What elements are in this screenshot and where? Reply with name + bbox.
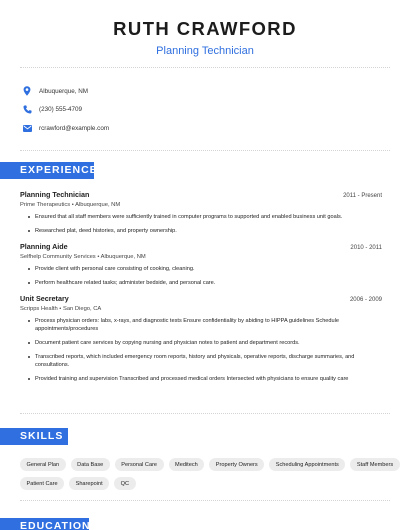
skill-chip: Personal Care [115, 458, 164, 471]
job-bullet: Perform healthcare related tasks; administer bedside, and personal care. [28, 279, 382, 287]
job-company: Scripps Health • San Diego, CA [20, 306, 102, 312]
resume-header [0, 18, 410, 57]
skill-chip: Data Base [71, 458, 110, 471]
job-bullet: Provided training and supervision Transcribed and processed medical orders Intersected with physicians to ensure quality care [28, 375, 382, 383]
divider [20, 150, 390, 151]
skill-chip: Meditech [169, 458, 205, 471]
job-bullet: Transcribed reports, which included emergency room reports, history and physicals, operative reports, discharge summaries, and consultations. [28, 353, 382, 369]
job-bullets [20, 317, 382, 383]
section-heading-skills: SKILLS [0, 428, 68, 445]
candidate-name: RUTH CRAWFORD [113, 18, 297, 39]
contact-phone-text: (230) 555-4709 [39, 106, 83, 113]
divider [20, 67, 390, 68]
contact-list [22, 82, 382, 138]
contact-location-text: Albuquerque, NM [39, 87, 89, 95]
job-company: Selfhelp Community Services • Albuquerque, NM [20, 254, 146, 260]
candidate-title: Planning Technician [156, 45, 254, 57]
job-entry [20, 242, 382, 287]
job-dates: 2011 - Present [343, 193, 382, 199]
job-dates: 2006 - 2009 [349, 297, 382, 303]
phone-icon [22, 104, 32, 116]
experience-list [20, 190, 382, 390]
skill-chip: QC [114, 477, 135, 490]
job-bullets [20, 213, 382, 235]
job-dates: 2010 - 2011 [350, 245, 382, 251]
divider [20, 500, 390, 501]
job-bullet: Researched plat, deed histories, and property ownership. [28, 227, 382, 235]
skill-chip: Property Owners [209, 458, 264, 471]
location-pin-icon [22, 85, 32, 97]
contact-email-text: rcrawford@example.com [39, 124, 110, 132]
job-bullets [20, 265, 382, 287]
job-bullet: Provide client with personal care consisting of cooking, cleaning. [28, 265, 382, 273]
skill-chip: Patient Care [20, 477, 64, 490]
job-bullet: Ensured that all staff members were sufficiently trained in computer programs to supported and enabled business unit goals. [28, 213, 382, 221]
contact-email [22, 119, 382, 137]
skill-chip: Scheduling Appointments [269, 458, 345, 471]
job-title: Planning Aide [20, 242, 68, 251]
job-title: Unit Secretary [20, 294, 69, 303]
contact-phone [22, 101, 382, 119]
skill-chip: Sharepoint [69, 477, 109, 490]
divider [20, 413, 390, 414]
job-bullet: Document patient care services by copying nursing and physician notes to patient and department records. [28, 339, 382, 347]
skill-chip: General Plan [20, 458, 66, 471]
job-company: Prime Therapeutics • Albuquerque, NM [20, 202, 121, 208]
job-entry [20, 294, 382, 383]
section-heading-experience: EXPERIENCE [0, 162, 94, 179]
skills-list [20, 458, 394, 496]
job-title: Planning Technician [20, 190, 90, 199]
section-heading-education: EDUCATION [0, 518, 89, 530]
skill-chip: Staff Members [350, 458, 399, 471]
job-entry [20, 190, 382, 235]
job-bullet: Process physician orders: labs, x-rays, and diagnostic tests Ensure confidentiality by abiding to HIPPA guidelines Schedule appointments/procedures [28, 317, 382, 333]
envelope-icon [22, 122, 32, 134]
contact-location [22, 82, 382, 100]
